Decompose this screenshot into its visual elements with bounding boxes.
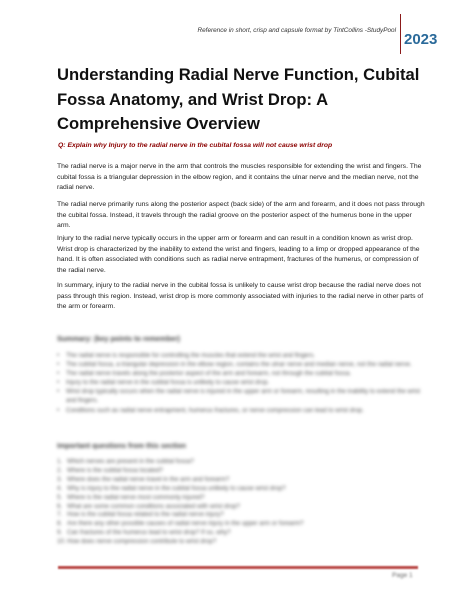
question-item: Which nerves are present in the cubital fossa? (67, 458, 194, 465)
paragraph-3: Injury to the radial nerve typically occurs in the upper arm or forearm and can result in a condition known as wrist drop. Wrist drop is characterized by the inability to extend the wrist and fingers, leading to a limp or dropped appearance of the hand. It is often associated with conditions such as radial nerve entrapment, fractures of the humerus, or compression of the radial nerve. (57, 235, 420, 274)
paragraph-2: The radial nerve primarily runs along the posterior aspect (back side) of the arm and forearm, and it does not pass through the cubital fossa. Instead, it travels through the radial groove on the posterior aspect of the humerus bone in the upper arm. (57, 201, 425, 230)
summary-point: • The cubital fossa, a triangular depression in the elbow region, contains the ulnar nerve and median nerve, not the radial nerve. (57, 360, 427, 369)
summary-point: • Wrist drop typically occurs when the radial nerve is injured in the upper arm or forearm, resulting in the inability to extend the wrist and fingers. (57, 387, 427, 405)
question-item: Where does the radial nerve travel in the arm and forearm? (67, 475, 230, 483)
question-item: Where is the radial nerve most commonly injured? (67, 493, 205, 501)
summary-point: • The radial nerve is responsible for controlling the muscles that extend the wrist and fingers. (57, 351, 427, 360)
footer-rule (58, 566, 418, 569)
question-item: How does nerve compression contribute to wrist drop? (67, 538, 217, 546)
summary-point: • The radial nerve travels along the posterior aspect of the arm and forearm, not through the cubital fossa. (57, 369, 427, 378)
question-item: Can fractures of the humerus lead to wrist drop? If so, why? (67, 529, 231, 537)
questions-heading: Important questions from this section (57, 441, 186, 450)
questions-list (57, 458, 427, 547)
question-item: How is the cubital fossa related to the radial nerve injury? (67, 511, 224, 519)
question-line: Q: Explain why Injury to the radial nerve in the cubital fossa will not cause wrist drop (58, 142, 333, 149)
summary-list (57, 351, 427, 415)
paragraph-4: In summary, injury to the radial nerve in the cubital fossa is unlikely to cause wrist drop because the radial nerve does not pass through this region. Instead, wrist drop is more commonly associated with injuries to the radial nerve in other parts of the arm or forearm. (57, 282, 424, 311)
question-item: What are some common conditions associated with wrist drop? (67, 502, 240, 510)
summary-point: • Conditions such as radial nerve entrapment, humerus fractures, or nerve compression can lead to wrist drop. (57, 406, 427, 415)
reference-note: Reference in short, crisp and capsule format by TintCollins -StudyPool (197, 27, 396, 34)
question-item: Where is the cubital fossa located? (67, 466, 163, 474)
page-number: Page 1 (392, 572, 413, 579)
paragraph-1: The radial nerve is a major nerve in the arm that controls the muscles responsible for extending the wrist and fingers. The cubital fossa is a triangular depression in the elbow region, and it contains the ulnar nerve and the median nerve, not the radial nerve. (57, 163, 422, 192)
question-item: Why is injury to the radial nerve in the cubital fossa unlikely to cause wrist drop? (67, 484, 286, 492)
year-label: 2023 (404, 31, 438, 48)
document-title: Understanding Radial Nerve Function, Cubital Fossa Anatomy, and Wrist Drop: A Comprehensive Overview (57, 65, 420, 133)
summary-heading: Summary: (key points to remember) (57, 334, 181, 343)
question-item: Are there any other possible causes of radial nerve injury in the upper arm or forearm? (67, 520, 304, 528)
header-divider (400, 14, 401, 54)
summary-point: • Injury to the radial nerve in the cubital fossa is unlikely to cause wrist drop. (57, 378, 427, 387)
